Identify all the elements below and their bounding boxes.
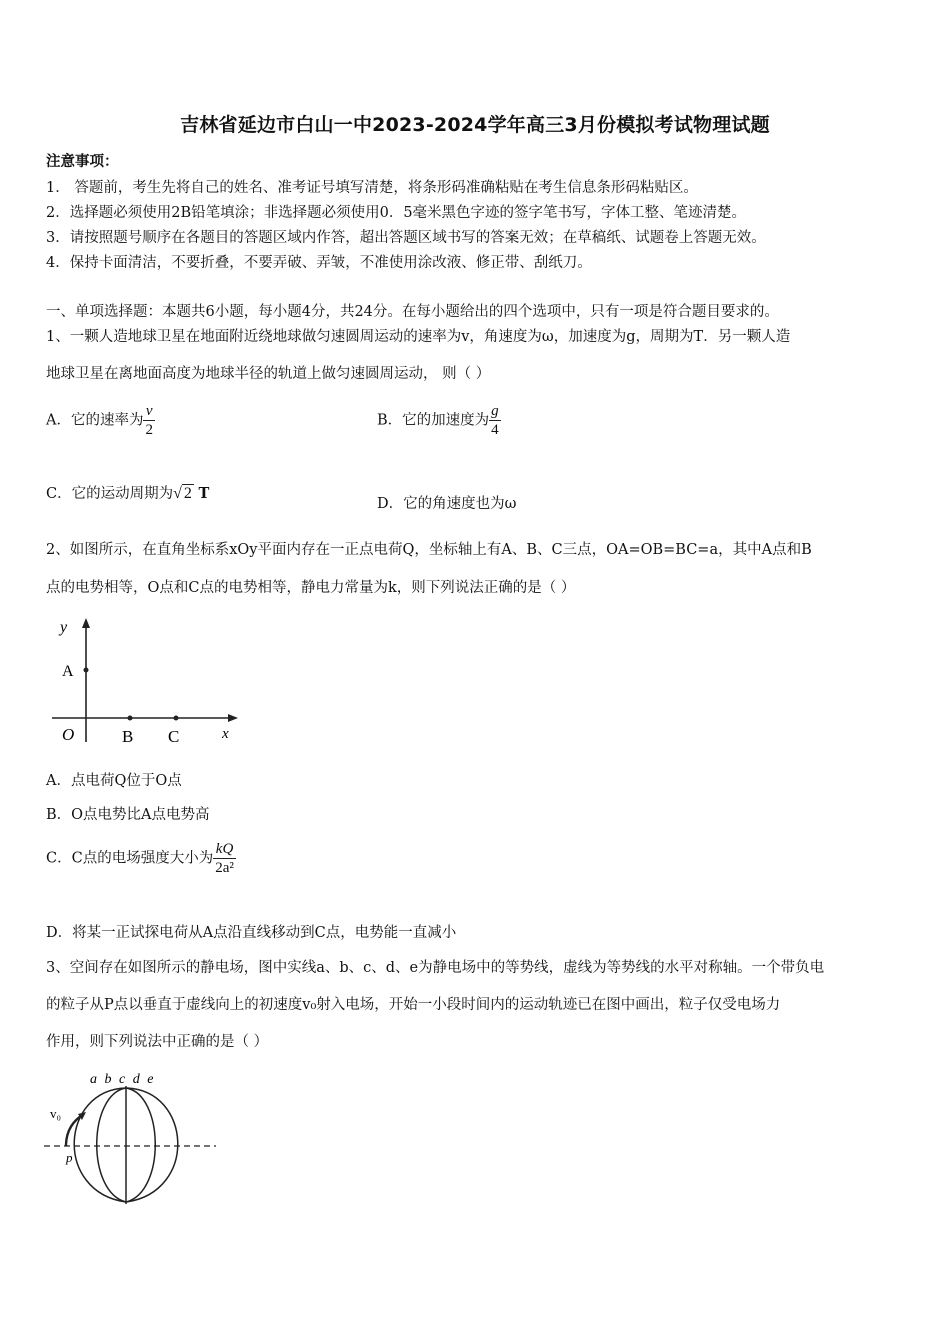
section-heading: 一、单项选择题：本题共6小题，每小题4分，共24分。在每小题给出的四个选项中，只有一项是符合题目要求的。	[46, 304, 779, 320]
q2-option-c-label: C．C点的电场强度大小为	[46, 850, 214, 867]
q3-stem-line1: 3、空间存在如图所示的静电场，图中实线a、b、c、d、e为静电场中的等势线，虚线为等势线的水平对称轴。一个带负电	[46, 960, 825, 976]
point-p-label: p	[66, 1150, 73, 1165]
point-a-dot	[84, 668, 89, 673]
q2-stem-line1: 2、如图所示，在直角坐标系xOy平面内存在一正点电荷Q，坐标轴上有A、B、C三点，OA=OB=BC=a，其中A点和B	[46, 542, 812, 558]
notice-item-4: 4．保持卡面清洁，不要折叠，不要弄破、弄皱，不准使用涂改液、修正带、刮纸刀。	[46, 255, 592, 271]
q2-stem-line2: 点的电势相等，O点和C点的电势相等，静电力常量为k，则下列说法正确的是（ ）	[46, 580, 576, 596]
sqrt-radicand: 2	[183, 485, 192, 502]
point-c-label: C	[168, 727, 180, 746]
q2-option-a: A．点电荷Q位于O点	[46, 773, 182, 789]
notice-heading: 注意事项：	[46, 153, 119, 170]
q1-option-a	[46, 402, 155, 439]
fraction-numerator: v	[145, 403, 153, 419]
equipotential-line-b	[97, 1088, 126, 1202]
fraction-g-over-4	[489, 402, 501, 439]
q2-option-b: B．O点电势比A点电势高	[46, 807, 210, 823]
origin-label: O	[62, 725, 75, 744]
notice-item-3: 3．请按照题号顺序在各题目的答题区域内作答，超出答题区域书写的答案无效；在草稿纸、试题卷上答题无效。	[46, 230, 766, 246]
fraction-denominator: 4	[491, 422, 499, 438]
fraction-kq-over-2a2	[213, 840, 236, 877]
q1-option-c-tail: T	[198, 485, 210, 502]
x-axis-label: x	[222, 726, 229, 742]
q1-option-d: D．它的角速度也为ω	[377, 496, 517, 512]
page-title: 吉林省延边市白山一中2023-2024学年高三3月份模拟考试物理试题	[180, 114, 770, 136]
notice-item-2: 2．选择题必须使用2B铅笔填涂；非选择题必须使用0．5毫米黑色字迹的签字笔书写，字体工整、笔迹清楚。	[46, 205, 747, 221]
equipotential-line-d	[126, 1088, 155, 1202]
fraction-denominator: 2	[145, 422, 153, 438]
q3-stem-line2: 的粒子从P点以垂直于虚线向上的初速度v₀射入电场，开始一小段时间内的运动轨迹已在图中画出，粒子仅受电场力	[46, 997, 781, 1013]
q1-option-c-label: C．它的运动周期为	[46, 486, 174, 502]
q2-option-c	[46, 840, 236, 877]
q2-coordinate-figure	[46, 612, 246, 752]
x-axis-arrow	[228, 714, 238, 722]
equipotential-line-e	[126, 1088, 178, 1202]
point-b-dot	[128, 716, 133, 721]
q1-option-b-label: B．它的加速度为	[377, 412, 490, 429]
fraction-numerator: g	[491, 403, 499, 419]
notice-item-1: 1． 答题前，考生先将自己的姓名、准考证号填写清楚，将条形码准确粘贴在考生信息条形码粘贴区。	[46, 180, 698, 196]
fraction-numerator: kQ	[215, 841, 234, 857]
q3-stem-line3: 作用，则下列说法中正确的是（ ）	[46, 1034, 269, 1050]
q1-option-b	[377, 402, 501, 439]
point-a-label: A	[62, 663, 74, 680]
v0-label: v₀	[50, 1106, 62, 1121]
q1-stem-line1: 1、一颗人造地球卫星在地面附近绕地球做匀速圆周运动的速率为v，角速度为ω，加速度为g，周期为T．另一颗人造	[46, 329, 791, 345]
q1-option-a-label: A．它的速率为	[46, 412, 144, 429]
point-c-dot	[174, 716, 179, 721]
y-axis-label: y	[60, 619, 68, 636]
equipotential-line-a	[74, 1088, 126, 1202]
fraction-denominator: 2a²	[215, 860, 234, 876]
equipotential-labels: a b c d e	[90, 1072, 156, 1087]
sqrt-2: √ 2	[173, 485, 192, 502]
q3-equipotential-figure	[40, 1066, 230, 1208]
point-b-label: B	[122, 727, 134, 746]
y-axis-arrow	[82, 618, 90, 628]
q1-stem-line2: 地球卫星在离地面高度为地球半径的轨道上做匀速圆周运动， 则（ ）	[46, 366, 491, 382]
q1-option-c	[46, 484, 209, 504]
q2-option-d: D．将某一正试探电荷从A点沿直线移动到C点，电势能一直减小	[46, 925, 457, 941]
fraction-v-over-2	[143, 402, 155, 439]
